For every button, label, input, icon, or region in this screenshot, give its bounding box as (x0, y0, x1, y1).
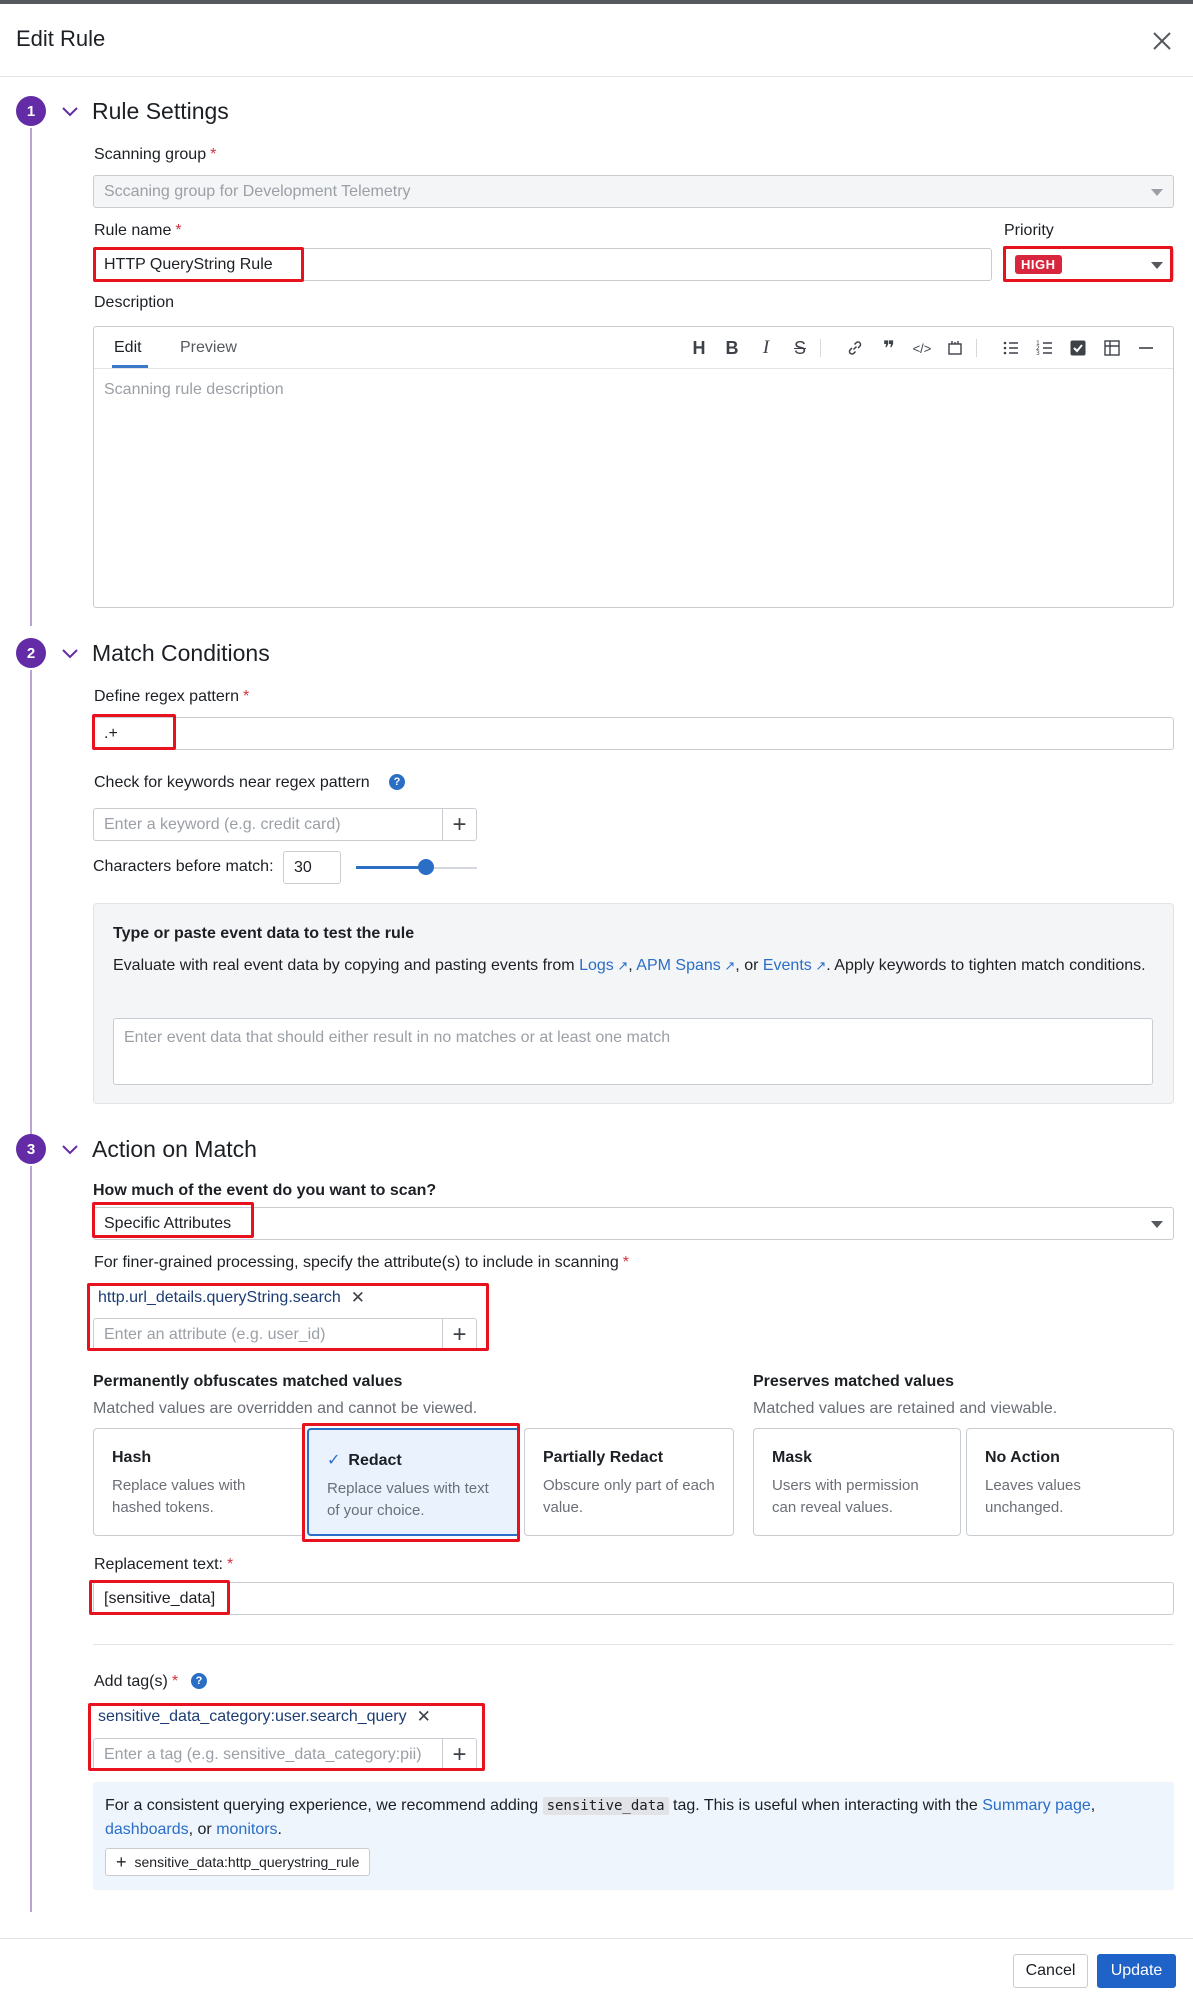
step-title: Match Conditions (92, 640, 270, 666)
chevron-down-icon[interactable] (60, 643, 80, 663)
keyword-input[interactable]: Enter a keyword (e.g. credit card) + (93, 808, 477, 841)
apm-spans-link[interactable]: APM Spans (636, 957, 721, 974)
step-rail (30, 128, 32, 626)
tag-input[interactable]: Enter a tag (e.g. sensitive_data_category:pii) + (93, 1738, 477, 1771)
action-card-partially-redact[interactable]: Partially Redact Obscure only part of each value. (524, 1428, 734, 1536)
step-title: Rule Settings (92, 98, 229, 124)
italic-icon[interactable]: I (762, 337, 770, 358)
priority-label: Priority (1004, 222, 1054, 239)
code-snippet: sensitive_data (543, 1797, 669, 1815)
strikethrough-icon[interactable]: S (793, 337, 806, 358)
regex-label: Define regex pattern * (94, 688, 250, 705)
cancel-button[interactable]: Cancel (1013, 1954, 1088, 1988)
obfuscate-subtitle: Matched values are overridden and cannot be viewed. (93, 1400, 478, 1417)
rule-name-input[interactable]: HTTP QueryString Rule (93, 248, 992, 281)
scanning-group-label: Scanning group * (94, 146, 217, 163)
priority-select[interactable] (1004, 248, 1174, 281)
description-textarea[interactable]: Scanning rule description (104, 381, 284, 398)
description-editor (93, 326, 1174, 608)
chars-before-label: Characters before match: (93, 858, 274, 875)
tags-label: Add tag(s) * (94, 1673, 179, 1690)
step-number: 1 (16, 96, 46, 126)
svg-text:1: 1 (1036, 340, 1040, 347)
tag-recommendation-panel (93, 1782, 1174, 1890)
tab-edit[interactable]: Edit (114, 339, 142, 356)
remove-chip-icon[interactable]: ✕ (350, 1288, 366, 1307)
dialog-header (0, 4, 1193, 77)
replacement-label: Replacement text: * (94, 1556, 234, 1573)
action-card-mask[interactable]: Mask Users with permission can reveal values. (753, 1428, 961, 1536)
scanning-group-select[interactable]: Sccaning group for Development Telemetry (93, 175, 1174, 208)
bold-icon[interactable]: B (725, 337, 739, 358)
add-keyword-button[interactable]: + (442, 809, 476, 840)
action-card-hash[interactable]: Hash Replace values with hashed tokens. (93, 1428, 305, 1536)
update-button[interactable]: Update (1097, 1954, 1176, 1988)
add-attribute-button[interactable]: + (442, 1319, 476, 1350)
toolbar-divider (976, 339, 977, 357)
logs-link[interactable]: Logs (579, 957, 614, 974)
footer-divider (0, 1938, 1193, 1939)
code-icon[interactable]: </> (912, 340, 932, 356)
plus-icon: + (116, 1851, 127, 1872)
heading-icon[interactable]: H (692, 337, 706, 358)
caret-down-icon (1151, 1221, 1163, 1228)
editor-tabs (94, 327, 1173, 369)
horizontal-rule-icon[interactable] (1135, 337, 1157, 359)
keywords-label: Check for keywords near regex pattern (94, 774, 370, 791)
code-block-icon[interactable] (944, 337, 966, 359)
svg-text:2: 2 (1036, 345, 1040, 352)
test-event-textarea[interactable]: Enter event data that should either result in no matches or at least one match (113, 1018, 1153, 1085)
step-number: 3 (16, 1134, 46, 1164)
toolbar-divider (820, 339, 821, 357)
external-link-icon: ↗ (720, 958, 736, 973)
priority-badge: HIGH (1015, 255, 1062, 274)
test-description: Evaluate with real event data by copying and pasting events from Logs ↗, APM Spans ↗, or Events ↗. Apply keywords to tighten match conditions. (113, 957, 1146, 974)
attributes-label: For finer-grained processing, specify the attribute(s) to include in scanning * (94, 1254, 629, 1271)
events-link[interactable]: Events (762, 957, 812, 974)
regex-input[interactable]: .+ (93, 717, 1174, 750)
add-tag-button[interactable]: + (442, 1739, 476, 1770)
attribute-input[interactable]: Enter an attribute (e.g. user_id) + (93, 1318, 477, 1351)
chars-slider-fill (356, 866, 426, 869)
section-divider (93, 1644, 1174, 1645)
chevron-down-icon[interactable] (60, 1139, 80, 1159)
caret-down-icon (1151, 189, 1163, 196)
monitors-link[interactable]: monitors (216, 1821, 278, 1838)
external-link-icon: ↗ (811, 958, 827, 973)
action-card-redact[interactable]: ✓ Redact Replace values with text of your choice. (307, 1428, 520, 1536)
chevron-down-icon[interactable] (60, 101, 80, 121)
attribute-chip: http.url_details.queryString.search ✕ (98, 1288, 366, 1307)
chars-slider-thumb[interactable] (418, 859, 434, 875)
remove-chip-icon[interactable]: ✕ (416, 1707, 431, 1726)
numbered-list-icon[interactable] (1034, 337, 1056, 359)
external-link-icon: ↗ (613, 958, 629, 973)
replacement-input[interactable]: [sensitive_data] (93, 1582, 1174, 1615)
help-icon[interactable]: ? (191, 1673, 207, 1689)
scan-scope-select[interactable]: Specific Attributes (93, 1207, 1174, 1240)
bullet-list-icon[interactable] (1000, 337, 1022, 359)
scan-scope-label: How much of the event do you want to scan? (93, 1182, 437, 1199)
preserve-subtitle: Matched values are retained and viewable. (753, 1400, 1058, 1417)
link-icon[interactable] (844, 337, 866, 359)
check-icon: ✓ (327, 1452, 341, 1469)
step-rail (30, 670, 32, 1150)
preserve-title: Preserves matched values (753, 1373, 955, 1390)
checkbox-icon[interactable] (1067, 337, 1089, 359)
rule-name-label: Rule name * (94, 222, 182, 239)
svg-text:3: 3 (1036, 350, 1040, 357)
dialog-title: Edit Rule (16, 26, 106, 51)
close-icon[interactable] (1147, 26, 1177, 56)
test-title: Type or paste event data to test the rule (113, 925, 415, 942)
step-rail (30, 1166, 32, 1912)
description-label: Description (94, 294, 175, 311)
test-event-panel (93, 903, 1174, 1104)
dashboards-link[interactable]: dashboards (105, 1821, 189, 1838)
tag-chip: sensitive_data_category:user.search_query ✕ (98, 1707, 431, 1726)
tag-recommendation-text: For a consistent querying experience, we recommend adding sensitive_data tag. This is useful when interacting with the Summary page, dashboards, or monitors. (105, 1797, 1096, 1838)
action-card-no-action[interactable]: No Action Leaves values unchanged. (966, 1428, 1174, 1536)
help-icon[interactable]: ? (389, 774, 405, 790)
obfuscate-title: Permanently obfuscates matched values (93, 1373, 403, 1390)
step-title: Action on Match (92, 1136, 257, 1162)
tab-preview[interactable]: Preview (180, 339, 237, 356)
table-icon[interactable] (1101, 337, 1123, 359)
quote-icon[interactable]: ❞ (883, 337, 895, 360)
summary-page-link[interactable]: Summary page (982, 1797, 1091, 1814)
chars-before-input[interactable]: 30 (283, 851, 341, 884)
caret-down-icon (1151, 262, 1163, 269)
step-number: 2 (16, 638, 46, 668)
tab-underline (112, 365, 148, 368)
add-suggested-tag-button[interactable]: + sensitive_data:http_querystring_rule (105, 1848, 370, 1876)
